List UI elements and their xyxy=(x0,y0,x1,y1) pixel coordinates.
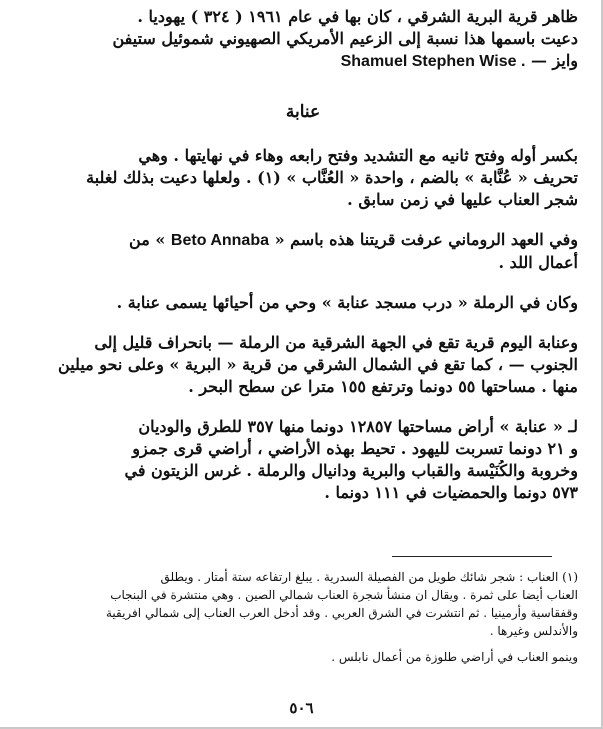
footnote-line: العناب أيضا على ثمرة . ويقال ان منشأ شجرة العناب شمالي الصين . وهي منتشرة في البنجاب xyxy=(110,588,578,602)
footnote-line: (١) العناب : شجر شائك طويل من الفصيلة السدرية . يبلغ ارتفاعه ستة أمتار . ويطلق xyxy=(160,570,578,584)
footnotes xyxy=(28,568,578,666)
p2-english-name: Beto Annaba xyxy=(170,232,269,249)
intro-line-3-english: Shamuel Stephen Wise . xyxy=(340,53,526,70)
paragraph-line: لـ « عنابة » أراض مساحتها ١٢٨٥٧ دونما منها ٣٥٧ للطرق والوديان xyxy=(138,417,578,436)
paragraph-3 xyxy=(28,292,578,314)
intro-line-1: ظاهر قرية البرية الشرقي ، كان بها في عام ١٩٦١ ( ٣٢٤ ) يهوديا . xyxy=(137,7,578,26)
p2-before: وفي العهد الروماني عرفت قريتنا هذه باسم « xyxy=(274,230,578,249)
paragraph-5 xyxy=(28,416,578,504)
footnote-line-2: وينمو العناب في أراضي طلوزة من أعمال نابلس . xyxy=(331,650,578,664)
paragraph-line: وعنابة اليوم قرية تقع في الجهة الشرقية من الرملة — بانحراف قليل إلى xyxy=(94,333,578,352)
p2-after: » من xyxy=(129,230,166,249)
paragraph-1 xyxy=(28,145,578,211)
paragraph-line: منها . مساحتها ٥٥ دونما وترتفع ١٥٥ مترا عن سطح البحر . xyxy=(188,377,578,396)
footnote-divider xyxy=(392,556,552,557)
paragraph-line: وكان في الرملة « درب مسجد عنابة » وحي من أحيائها يسمى عنابة . xyxy=(116,293,578,312)
paragraph-line: وخروبة والكُنَيْسة والقباب والبرية ودانيال والرملة . غرس الزيتون في xyxy=(124,461,578,480)
section-heading: عنابة xyxy=(285,102,321,122)
page-number: ٥٠٦ xyxy=(289,699,314,717)
paragraph-line: الجنوب — ، كما تقع في الشمال الشرقي من قرية « البرية » وعلى نحو ميلين xyxy=(58,355,578,374)
paragraph-line: شجر العناب عليها في زمن سابق . xyxy=(347,190,578,209)
intro-line-2: دعيت باسمها هذا نسبة إلى الزعيم الأمريكي الصهيوني شموئيل ستيفن xyxy=(112,29,578,48)
paragraph-line: أعمال اللد . xyxy=(498,253,578,272)
paragraph-line: تحريف « عُنَّابة » بالضم ، واحدة « العُنَّاب » (١) . ولعلها دعيت بذلك لغلبة xyxy=(86,168,578,187)
intro-line-3 xyxy=(28,50,578,73)
paragraph-line: بكسر أوله وفتح ثانيه مع التشديد وفتح رابعه وهاء في نهايتها . وهي xyxy=(138,146,578,165)
paragraph-2 xyxy=(28,229,578,274)
paragraph-4 xyxy=(28,332,578,398)
paragraph-line xyxy=(28,229,578,252)
paragraph-line: و ٢١ دونما تسربت لليهود . تحيط بهذه الأراضي ، أراضي قرى جمزو xyxy=(132,439,578,458)
footnote-line: والأندلس وغيرها . xyxy=(489,624,578,638)
main-text xyxy=(28,6,578,504)
paragraph-line: ٥٧٣ دونما والحمضيات في ١١١ دونما . xyxy=(324,483,578,502)
intro-line-3-arabic: وايز — xyxy=(530,51,578,70)
footnote-line: وقفقاسية وأرمينيا . ثم انتشرت في الشرق العربي . وقد أدخل العرب العناب إلى شمالي افريقية xyxy=(105,606,578,620)
